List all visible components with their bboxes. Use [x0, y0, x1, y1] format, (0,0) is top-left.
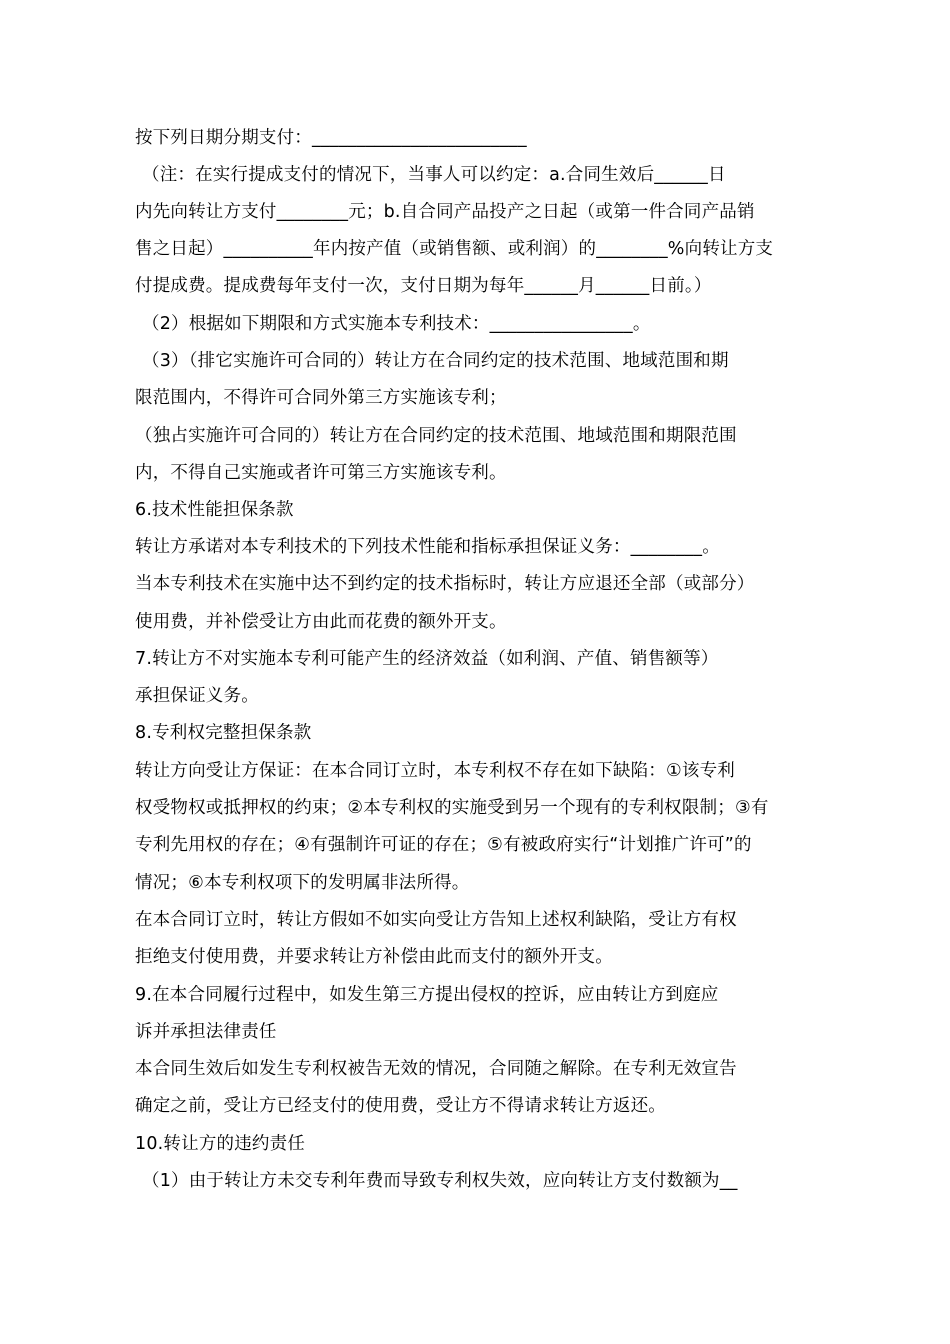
section-heading: 6.技术性能担保条款: [135, 500, 294, 520]
text-line: 转让方向受让方保证：在本合同订立时，本专利权不存在如下缺陷：①该专利: [135, 761, 735, 781]
text-line: 限范围内，不得许可合同外第三方实施该专利；: [135, 388, 507, 408]
text-line: 情况；⑥本专利权项下的发明属非法所得。: [135, 873, 470, 893]
text-line: 确定之前，受让方已经支付的使用费，受让方不得请求转让方返还。: [135, 1096, 666, 1116]
text-line: 当本专利技术在实施中达不到约定的技术指标时，转让方应退还全部（或部分）: [135, 574, 755, 594]
text-line: 转让方承诺对本专利技术的下列技术性能和指标承担保证义务：________。: [135, 537, 720, 557]
text-line: 售之日起）__________年内按产值（或销售额、或利润）的________%向转让方支: [135, 239, 774, 259]
section-heading: 9.在本合同履行过程中，如发生第三方提出侵权的控诉，应由转让方到庭应: [135, 985, 719, 1005]
text-line: 按下列日期分期支付：________________________: [135, 128, 527, 148]
text-line: （注：在实行提成支付的情况下，当事人可以约定：a.合同生效后______日: [142, 165, 726, 185]
text-line: 内先向转让方支付________元；b.自合同产品投产之日起（或第一件合同产品销: [135, 202, 755, 222]
section-heading: 7.转让方不对实施本专利可能产生的经济效益（如利润、产值、销售额等）: [135, 649, 719, 669]
text-line: 承担保证义务。: [135, 686, 259, 706]
text-line: 本合同生效后如发生专利权被告无效的情况，合同随之解除。在专利无效宣告: [135, 1059, 737, 1079]
text-line: 付提成费。提成费每年支付一次，支付日期为每年______月______日前。）: [135, 276, 712, 296]
text-line: （1）由于转让方未交专利年费而导致专利权失效，应向转让方支付数额为__: [142, 1171, 738, 1191]
section-heading: 8.专利权完整担保条款: [135, 723, 312, 743]
text-line: 专利先用权的存在；④有强制许可证的存在；⑤有被政府实行“计划推广许可”的: [135, 835, 752, 855]
text-line: 诉并承担法律责任: [135, 1022, 277, 1042]
text-line: 拒绝支付使用费，并要求转让方补偿由此而支付的额外开支。: [135, 947, 613, 967]
text-line: （3）（排它实施许可合同的）转让方在合同约定的技术范围、地域范围和期: [142, 351, 729, 371]
section-heading: 10.转让方的违约责任: [135, 1134, 306, 1154]
text-line: 内，不得自己实施或者许可第三方实施该专利。: [135, 463, 507, 483]
text-line: 权受物权或抵押权的约束；②本专利权的实施受到另一个现有的专利权限制；③有: [135, 798, 769, 818]
text-line: （独占实施许可合同的）转让方在合同约定的技术范围、地域范围和期限范围: [135, 426, 737, 446]
text-line: 使用费，并补偿受让方由此而花费的额外开支。: [135, 612, 507, 632]
text-line: （2）根据如下期限和方式实施本专利技术：________________。: [142, 314, 651, 334]
text-line: 在本合同订立时，转让方假如不如实向受让方告知上述权利缺陷，受让方有权: [135, 910, 737, 930]
